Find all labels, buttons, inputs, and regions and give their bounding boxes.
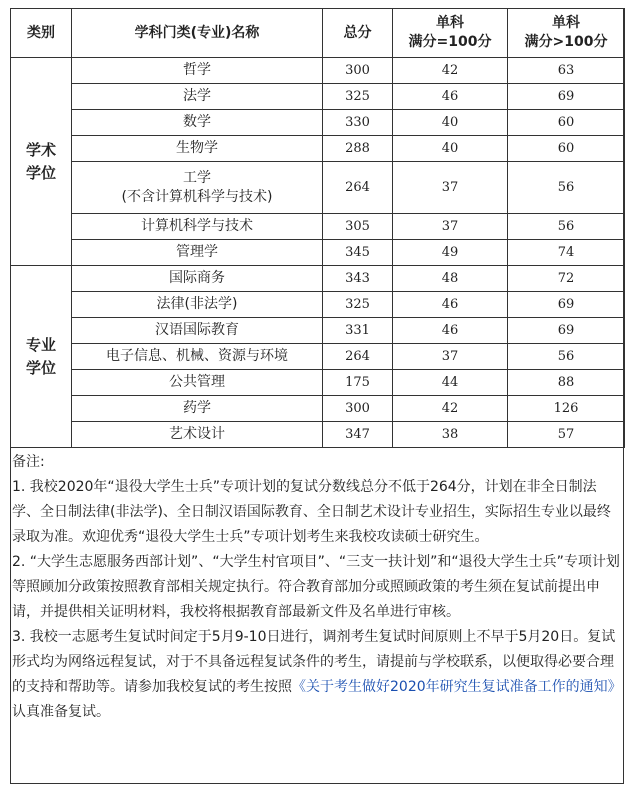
subject-name: 法律(非法学) — [156, 296, 238, 312]
total-score-cell: 305 — [323, 214, 393, 240]
notes-section — [11, 450, 623, 725]
header-single-100-line2: 满分=100分 — [408, 34, 492, 50]
table-row — [11, 318, 625, 344]
subject-name: 工学 — [183, 169, 211, 186]
header-single-over-line2: 满分>100分 — [524, 34, 608, 50]
subject-name-note: (不含计算机科学与技术) — [121, 188, 273, 205]
total-score-cell: 325 — [323, 292, 393, 318]
table-row — [11, 110, 625, 136]
single-100-cell: 37 — [393, 162, 508, 214]
total-score-cell: 347 — [323, 422, 393, 448]
table-row — [11, 84, 625, 110]
table-row — [11, 214, 625, 240]
category-label-line2: 学位 — [25, 163, 56, 182]
subject-cell — [72, 110, 323, 136]
category-label-line2: 学位 — [25, 358, 56, 377]
table-row — [11, 292, 625, 318]
total-score-cell: 330 — [323, 110, 393, 136]
single-100-cell: 46 — [393, 84, 508, 110]
subject-cell — [72, 422, 323, 448]
subject-name: 艺术设计 — [169, 426, 225, 442]
single-over-100-cell: 63 — [508, 58, 625, 84]
score-sheet — [10, 8, 624, 784]
single-100-cell: 40 — [393, 136, 508, 162]
note-item-3-tail: 认真准备复试。 — [12, 704, 110, 720]
subject-name: 法学 — [183, 88, 211, 104]
subject-name: 电子信息、机械、资源与环境 — [106, 348, 288, 364]
category-label-line1: 学术 — [25, 140, 56, 159]
single-100-cell: 42 — [393, 396, 508, 422]
subject-name: 国际商务 — [169, 270, 225, 286]
header-single-100 — [393, 9, 508, 58]
single-100-cell: 44 — [393, 370, 508, 396]
subject-cell — [72, 318, 323, 344]
subject-name: 生物学 — [176, 140, 218, 156]
header-category: 类别 — [11, 9, 72, 58]
table-row — [11, 396, 625, 422]
total-score-cell: 345 — [323, 240, 393, 266]
subject-name: 哲学 — [183, 62, 211, 78]
category-label-line1: 专业 — [25, 335, 56, 354]
header-subject: 学科门类(专业)名称 — [72, 9, 323, 58]
header-single-over-line1: 单科 — [552, 15, 580, 31]
subject-name: 计算机科学与技术 — [141, 218, 253, 234]
subject-cell — [72, 292, 323, 318]
subject-cell — [72, 396, 323, 422]
single-100-cell: 40 — [393, 110, 508, 136]
total-score-cell: 325 — [323, 84, 393, 110]
single-100-cell: 37 — [393, 214, 508, 240]
total-score-cell: 343 — [323, 266, 393, 292]
single-100-cell: 37 — [393, 344, 508, 370]
single-over-100-cell: 60 — [508, 136, 625, 162]
header-total: 总分 — [323, 9, 393, 58]
table-row — [11, 136, 625, 162]
table-row — [11, 266, 625, 292]
table-body — [11, 58, 625, 448]
single-over-100-cell: 56 — [508, 344, 625, 370]
header-single-100-line1: 单科 — [436, 15, 464, 31]
single-over-100-cell: 74 — [508, 240, 625, 266]
total-score-cell: 175 — [323, 370, 393, 396]
subject-name: 药学 — [183, 400, 211, 416]
single-over-100-cell: 88 — [508, 370, 625, 396]
notes-title: 备注: — [12, 454, 45, 470]
subject-cell — [72, 58, 323, 84]
single-100-cell: 38 — [393, 422, 508, 448]
single-100-cell: 49 — [393, 240, 508, 266]
category-cell — [11, 58, 72, 266]
table-row — [11, 370, 625, 396]
subject-name: 汉语国际教育 — [155, 322, 239, 338]
total-score-cell: 300 — [323, 58, 393, 84]
single-100-cell: 46 — [393, 292, 508, 318]
table-row — [11, 162, 625, 214]
total-score-cell: 288 — [323, 136, 393, 162]
table-row — [11, 240, 625, 266]
total-score-cell: 264 — [323, 162, 393, 214]
subject-cell — [72, 84, 323, 110]
note-item-3-text: 3. 我校一志愿考生复试时间定于5月9-10日进行，调剂考生复试时间原则上不早于5月20日。复试形式均为网络远程复试，对于不具备远程复试条件的考生，请提前与学校联系，以便取得必要合理的支持和帮助等。请参加我校复试的考生按照 — [12, 629, 616, 695]
subject-name: 公共管理 — [169, 374, 225, 390]
single-over-100-cell: 60 — [508, 110, 625, 136]
note-item-3 — [12, 625, 622, 725]
single-over-100-cell: 69 — [508, 318, 625, 344]
single-over-100-cell: 69 — [508, 292, 625, 318]
subject-cell — [72, 370, 323, 396]
single-over-100-cell: 126 — [508, 396, 625, 422]
subject-cell — [72, 136, 323, 162]
subject-name: 数学 — [183, 114, 211, 130]
table-row — [11, 58, 625, 84]
single-100-cell: 46 — [393, 318, 508, 344]
single-100-cell: 42 — [393, 58, 508, 84]
single-over-100-cell: 56 — [508, 162, 625, 214]
score-table — [10, 8, 625, 448]
notice-link[interactable]: 《关于考生做好2020年研究生复试准备工作的通知》 — [292, 679, 622, 695]
subject-cell — [72, 344, 323, 370]
subject-name: 管理学 — [176, 244, 218, 260]
single-100-cell: 48 — [393, 266, 508, 292]
total-score-cell: 331 — [323, 318, 393, 344]
single-over-100-cell: 69 — [508, 84, 625, 110]
total-score-cell: 300 — [323, 396, 393, 422]
subject-cell — [72, 266, 323, 292]
subject-cell — [72, 240, 323, 266]
table-row — [11, 344, 625, 370]
note-item-1: 1. 我校2020年“退役大学生士兵”专项计划的复试分数线总分不低于264分，计划在非全日制法学、全日制法律(非法学)、全日制汉语国际教育、全日制艺术设计专业招生，实际招生专业以最终录取为准。欢迎优秀“退役大学生士兵”专项计划考生来我校攻读硕士研究生。 — [12, 479, 611, 545]
single-over-100-cell: 57 — [508, 422, 625, 448]
category-cell — [11, 266, 72, 448]
header-single-over-100 — [508, 9, 625, 58]
total-score-cell: 264 — [323, 344, 393, 370]
single-over-100-cell: 72 — [508, 266, 625, 292]
subject-cell — [72, 214, 323, 240]
subject-cell — [72, 162, 323, 214]
single-over-100-cell: 56 — [508, 214, 625, 240]
table-row — [11, 422, 625, 448]
note-item-2: 2. “大学生志愿服务西部计划”、“大学生村官项目”、“三支一扶计划”和“退役大学生士兵”专项计划等照顾加分政策按照教育部相关规定执行。符合教育部加分或照顾政策的考生须在复试前提出申请，并提供相关证明材料，我校将根据教育部最新文件及名单进行审核。 — [12, 554, 620, 620]
